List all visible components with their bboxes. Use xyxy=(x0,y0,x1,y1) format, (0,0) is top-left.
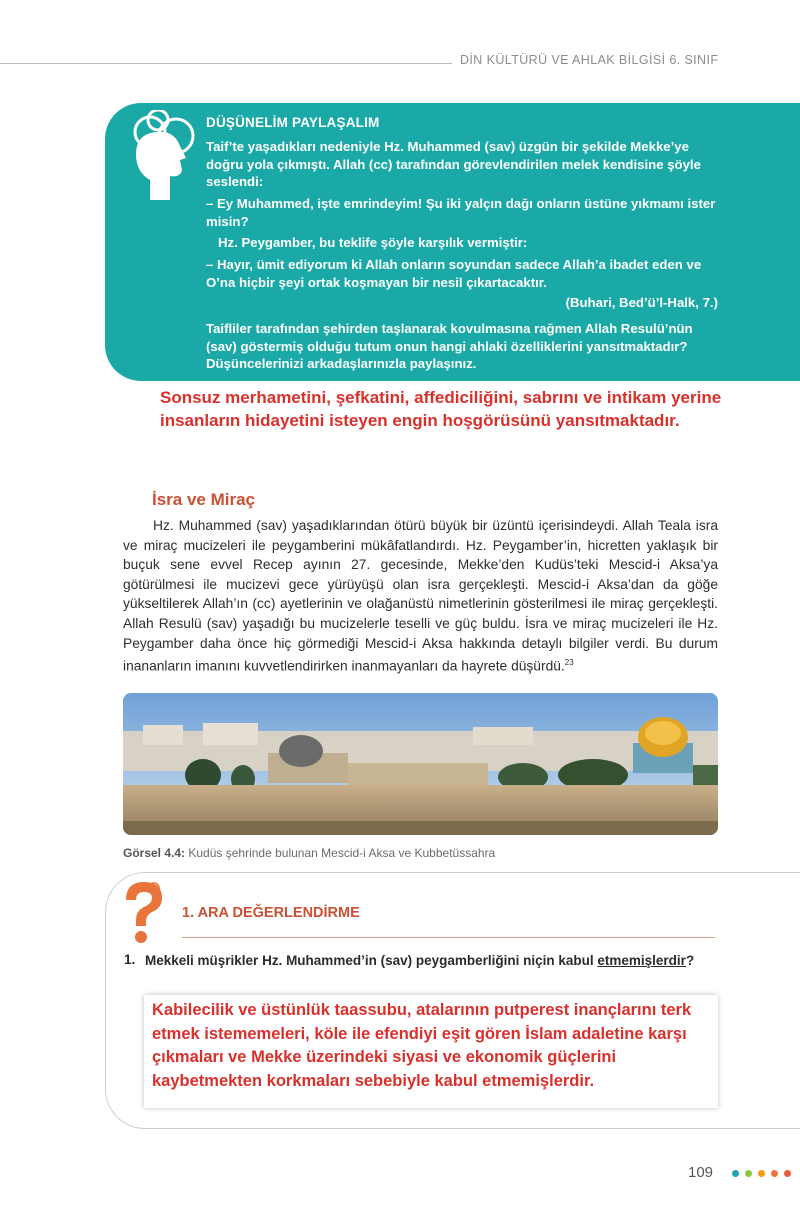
prophet-quote: – Hayır, ümit ediyorum ki Allah onların soyundan sadece Allah’a ibadet eden ve O’na hiçbir şeyi ortak koşmayan bir nesil çıkartacaktır. xyxy=(206,257,702,290)
footnote-ref: 23 xyxy=(564,658,574,668)
question-text xyxy=(145,952,717,970)
evaluation-rule xyxy=(182,937,715,938)
question-end: ? xyxy=(685,953,695,968)
jerusalem-photo xyxy=(123,693,718,835)
dot xyxy=(771,1170,778,1177)
section-title: İsra ve Miraç xyxy=(152,490,256,509)
figure-caption-text: Kudüs şehrinde bulunan Mescid-i Aksa ve Kubbetüssahra xyxy=(188,846,496,860)
figure-caption xyxy=(123,846,495,860)
head-thinking-icon xyxy=(130,110,200,200)
response-intro: Hz. Peygamber, bu teklife şöyle karşılık vermiştir: xyxy=(218,235,528,250)
evaluation-answer: Kabilecilik ve üstünlük taassubu, atalarının putperest inançlarını terk etmek istememeleri, köle ile efendiyi eşit gören İslam adaletine karşı çıkmaları ve Mekke üzerindeki siyasi ve ekonomik güçlerini kaybetmekten korkmaları sebebiyle kabul etmemişlerdir. xyxy=(152,1001,692,1090)
figure-label: Görsel 4.4: xyxy=(123,846,186,860)
evaluation-title: 1. ARA DEĞERLENDİRME xyxy=(182,905,360,921)
page-number: 109 xyxy=(688,1164,714,1181)
discussion-title: DÜŞÜNELİM PAYLAŞALIM xyxy=(206,115,380,130)
question-number: 1. xyxy=(124,952,136,967)
header-rule xyxy=(0,63,452,64)
hadith-source: (Buhari, Bed’ü’l-Halk, 7.) xyxy=(565,295,718,310)
dot xyxy=(784,1170,791,1177)
dot xyxy=(732,1170,739,1177)
discussion-question: Taifliler tarafından şehirden taşlanarak kovulmasına rağmen Allah Resulü’nün (sav) göstermiş olduğu tutum onun hangi ahlaki özelliklerini yansıtmaktadır? Düşüncelerinizi arkadaşlarınızla paylaşınız. xyxy=(206,321,693,371)
head-question-icon xyxy=(118,880,170,946)
dot xyxy=(758,1170,765,1177)
angel-quote: – Ey Muhammed, işte emrindeyim! Şu iki yalçın dağı onların üstüne yıkmamı ister misin? xyxy=(206,196,716,229)
dot xyxy=(745,1170,752,1177)
section-paragraph: Hz. Muhammed (sav) yaşadıklarından ötürü büyük bir üzüntü içerisindeydi. Allah Teala isra ve miraç mucizeleri ile peygamberini mükâfatlandırdı. Hz. Peygamber’in, hicretten yaklaşık bir buçuk sene evvel Recep ayının 27. gecesinde, Mekke’den Kudüs’teki Mescid-i Aksa’ya götürülmesi ile mucizevi gece yürüyüşü olan isra gerçekleşti. Mescid-i Aksa’dan da göğe yükseltilerek Allah’ın (cc) ayetlerinin ve olağanüstü nimetlerinin gösterilmesi ile miraç gerçekleşti. Allah Resulü (sav) yaşadığı bu mucizelerle teselli ve güç buldu. İsra ve miraç mucizeleri ile Hz. Peygamber daha önce hiç görmediği Mescid-i Aksa hakkında detaylı bilgiler verdi. Bu durum inananların imanını kuvvetlendirirken inanmayanları da hayrete düşürdü. xyxy=(123,518,718,674)
section-body xyxy=(123,516,718,676)
discussion-answer: Sonsuz merhametini, şefkatini, affediciliğini, sabrını ve intikam yerine insanların hidayetini isteyen engin hoşgörüsünü yansıtmaktadır. xyxy=(160,388,722,430)
discussion-intro: Taif’te yaşadıkları nedeniyle Hz. Muhammed (sav) üzgün bir şekilde Mekke’ye doğru yola çıkmıştı. Allah (cc) tarafından görevlendirilen melek kendisine şöyle seslendi: xyxy=(206,139,701,189)
decorative-dots xyxy=(732,1170,791,1177)
question-start: Mekkeli müşrikler Hz. Muhammed’in (sav) peygamberliğini niçin kabul xyxy=(145,953,598,968)
running-header: DİN KÜLTÜRÜ VE AHLAK BİLGİSİ 6. SINIF xyxy=(460,53,719,67)
question-underlined: etmemişlerdir xyxy=(597,953,686,968)
